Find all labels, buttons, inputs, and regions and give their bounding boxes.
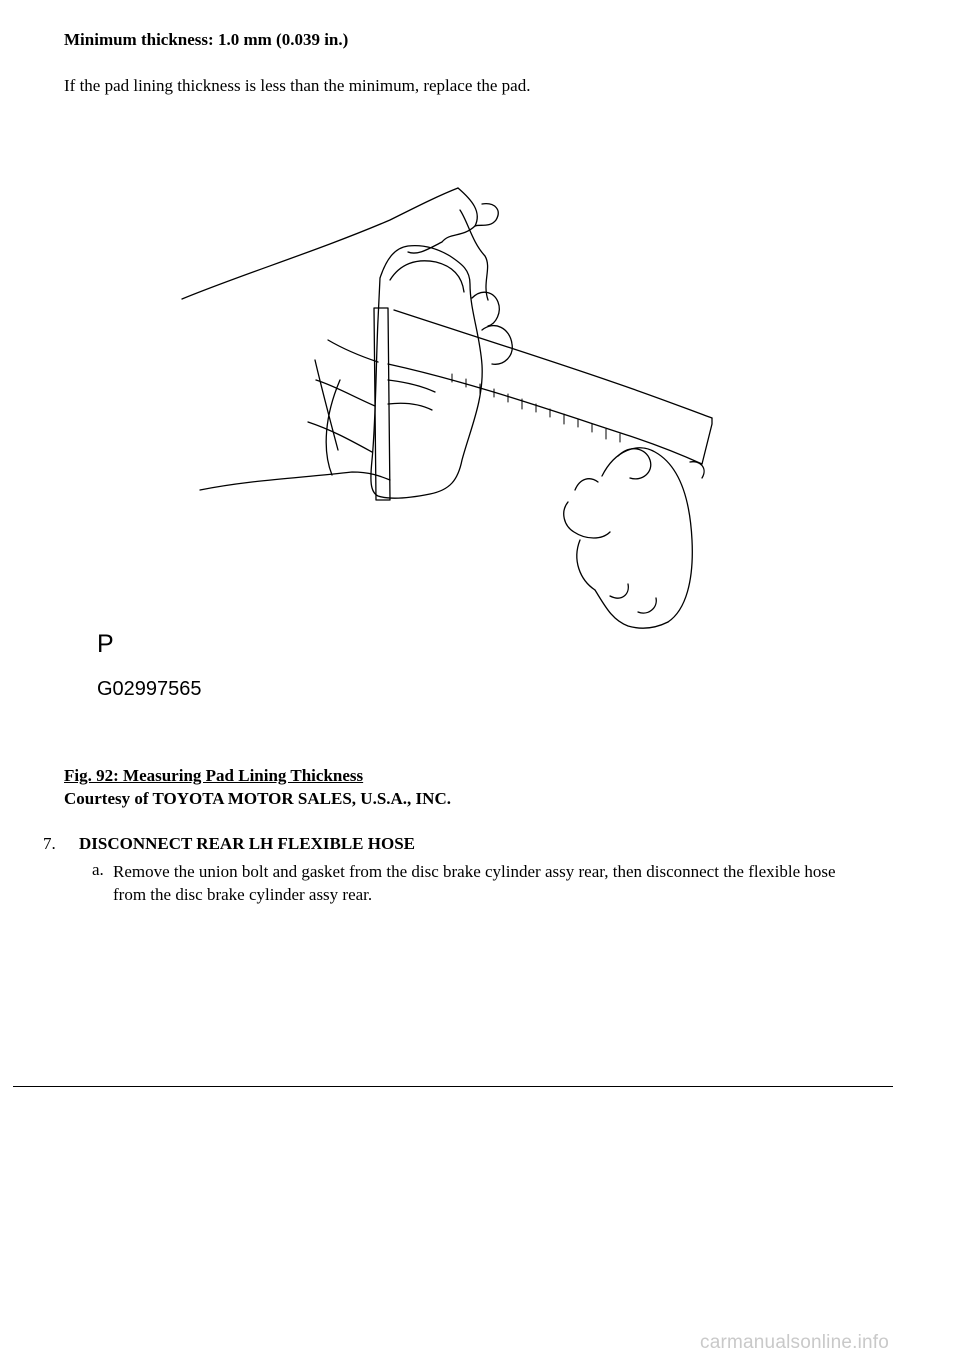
page-divider: [13, 1086, 893, 1087]
substep-text: Remove the union bolt and gasket from the disc brake cylinder assy rear, then disconnect the flexible hose from the disc brake cylinder assy rear.: [113, 862, 836, 904]
pad-thickness-illustration: [90, 160, 730, 710]
site-watermark: carmanualsonline.info: [700, 1332, 890, 1353]
substep-letter: a.: [92, 860, 104, 879]
pad-backing-plate: [371, 246, 482, 499]
replace-pad-instruction: If the pad lining thickness is less than the minimum, replace the pad.: [64, 76, 531, 95]
figure-caption-courtesy: Courtesy of TOYOTA MOTOR SALES, U.S.A., INC.: [64, 789, 451, 808]
caliper-beam-bottom: [388, 364, 702, 464]
step-title: DISCONNECT REAR LH FLEXIBLE HOSE: [79, 834, 415, 853]
step-number: 7.: [43, 834, 56, 853]
minimum-thickness-spec: Minimum thickness: 1.0 mm (0.039 in.): [64, 30, 349, 49]
upper-hand-outline: [182, 188, 458, 299]
figure-code: G02997565: [97, 678, 202, 700]
figure-caption-title: Fig. 92: Measuring Pad Lining Thickness: [64, 766, 364, 785]
figure-label-letter: P: [97, 630, 114, 658]
caliper-beam-top: [394, 310, 712, 418]
